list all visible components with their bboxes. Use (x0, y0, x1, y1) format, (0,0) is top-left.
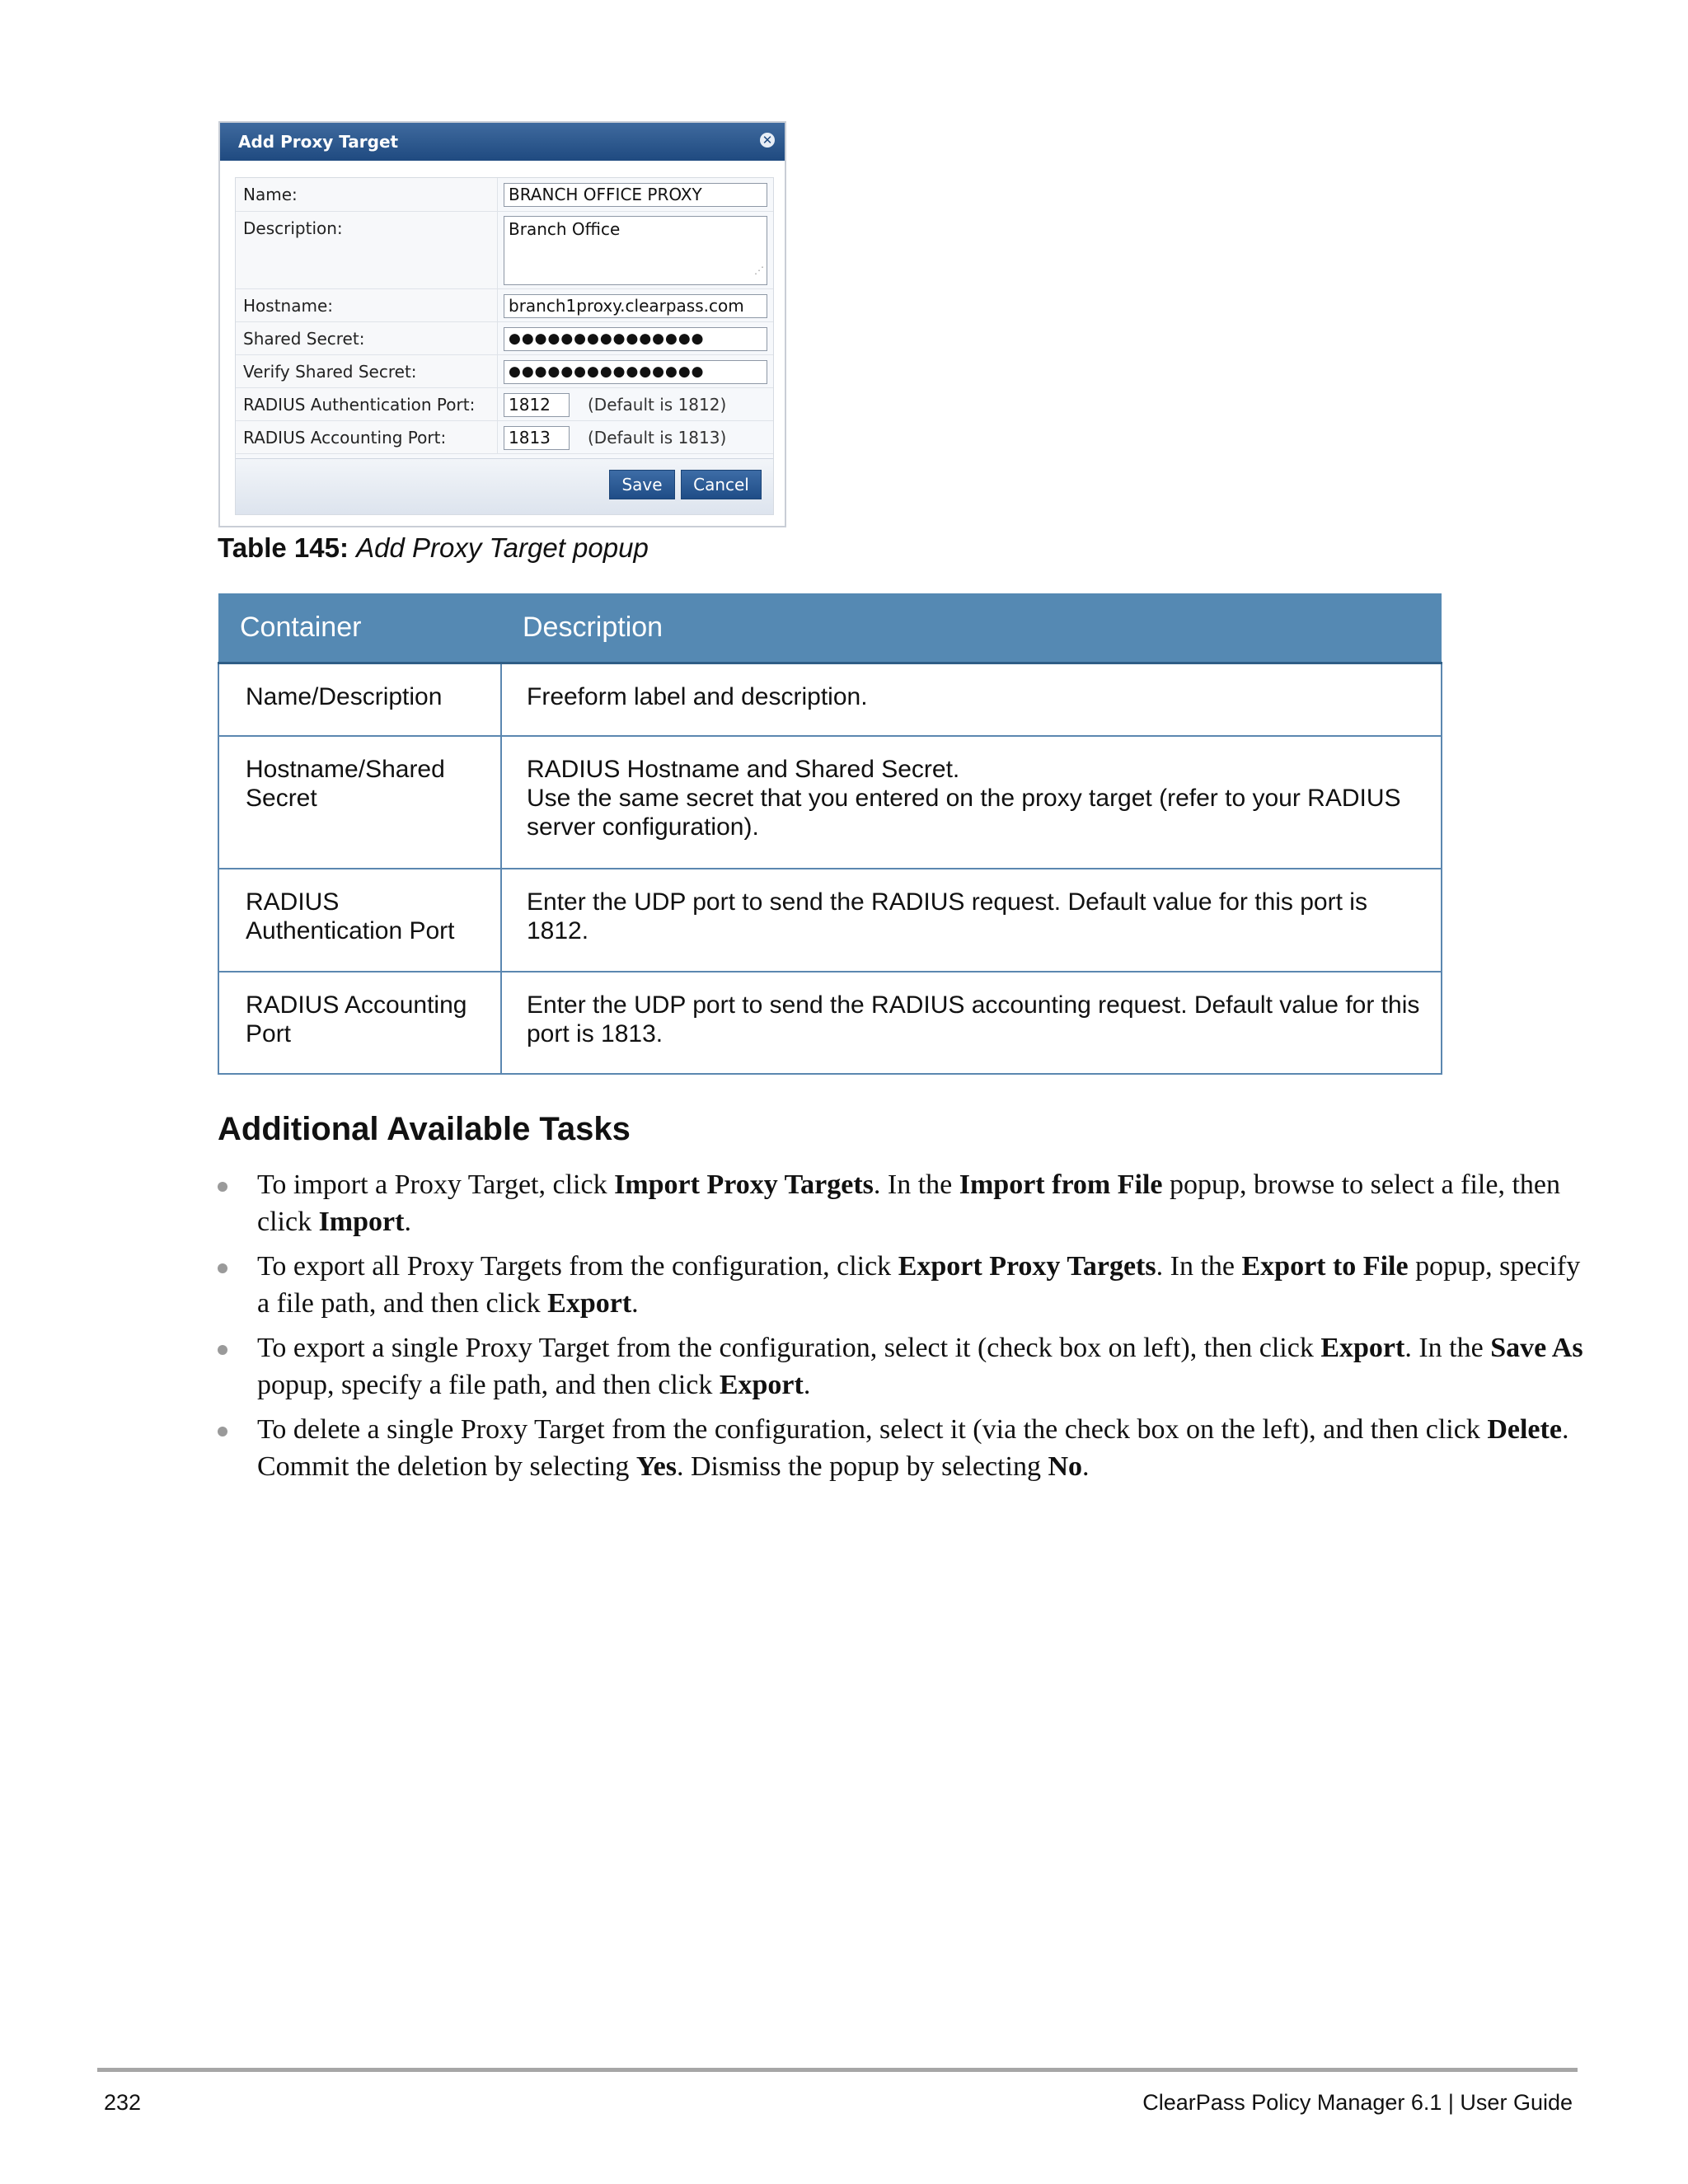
bullet-icon (218, 1263, 227, 1273)
description-field[interactable] (504, 216, 767, 285)
verify-secret-field[interactable]: ●●●●●●●●●●●●●●● (504, 360, 767, 384)
description-value: Branch Office (509, 219, 621, 239)
close-icon[interactable]: ✕ (760, 133, 775, 148)
auth-port-row (236, 388, 773, 421)
list-text: . Dismiss the popup by selecting (676, 1451, 1048, 1482)
description-line: Enter the UDP port to send the RADIUS accounting request. Default value for this port is 1813. (527, 991, 1420, 1047)
bold-term: Export (1320, 1333, 1405, 1363)
hostname-field[interactable]: branch1proxy.clearpass.com (504, 294, 767, 318)
name-label: Name: (236, 178, 498, 211)
list-text: . (803, 1370, 811, 1400)
bold-term: Import Proxy Targets (614, 1169, 874, 1200)
bold-term: No (1048, 1451, 1083, 1482)
cell-description (501, 736, 1442, 869)
shared-secret-label: Shared Secret: (236, 322, 498, 354)
acct-port-label: RADIUS Accounting Port: (236, 421, 498, 453)
resize-grip-icon[interactable]: ⋰ (754, 265, 764, 276)
bullet-icon (218, 1182, 227, 1192)
cell-container: RADIUS Accounting Port (218, 972, 501, 1074)
save-button[interactable]: Save (609, 470, 675, 499)
document-title: ClearPass Policy Manager 6.1 | User Guide (1142, 2090, 1573, 2115)
add-proxy-target-popup (218, 121, 786, 527)
table-row (218, 972, 1442, 1074)
list-item (218, 1248, 1586, 1322)
cell-description (501, 663, 1442, 736)
hostname-label: Hostname: (236, 289, 498, 321)
popup-form (235, 177, 774, 515)
description-row (236, 212, 773, 289)
acct-port-row (236, 421, 773, 454)
page-number: 232 (104, 2090, 142, 2115)
list-text: popup, specify a file path, and then click (257, 1251, 1581, 1319)
bold-term: Yes (635, 1451, 677, 1482)
list-text: To export a single Proxy Target from the configuration, select it (check box on left), then click (257, 1333, 1321, 1363)
shared-secret-field[interactable]: ●●●●●●●●●●●●●●● (504, 327, 767, 351)
caption-title: Add Proxy Target popup (356, 532, 649, 563)
cell-container: Name/Description (218, 663, 501, 736)
popup-button-bar (236, 458, 773, 514)
list-text: . (631, 1288, 639, 1319)
table-row (218, 869, 1442, 972)
list-text: To delete a single Proxy Target from the configuration, select it (via the check box on the left), and then click (257, 1414, 1488, 1445)
section-title: Additional Available Tasks (218, 1111, 631, 1147)
cell-description (501, 869, 1442, 972)
auth-port-field[interactable]: 1812 (504, 393, 570, 417)
list-text: . Commit the deletion by selecting (257, 1414, 1569, 1482)
cell-container: RADIUS Authentication Port (218, 869, 501, 972)
table-header-row (218, 593, 1442, 663)
description-line: Freeform label and description. (527, 682, 868, 710)
footer-divider (97, 2068, 1578, 2072)
cancel-button[interactable]: Cancel (681, 470, 762, 499)
auth-port-default: (Default is 1812) (588, 395, 727, 415)
list-text: To export all Proxy Targets from the configuration, click (257, 1251, 898, 1282)
list-text: . (404, 1207, 411, 1237)
table-row (218, 736, 1442, 869)
caption-number: Table 145: (218, 532, 349, 563)
description-label: Description: (236, 212, 498, 288)
list-text: . In the (873, 1169, 959, 1200)
bullet-icon (218, 1345, 227, 1355)
verify-secret-row (236, 355, 773, 388)
header-container: Container (218, 593, 501, 663)
popup-title: Add Proxy Target (220, 123, 785, 161)
bold-term: Export (719, 1370, 804, 1400)
list-text: popup, browse to select a file, then click (257, 1169, 1560, 1237)
bold-term: Export (547, 1288, 632, 1319)
header-description: Description (501, 593, 1442, 663)
name-row (236, 178, 773, 212)
shared-secret-row (236, 322, 773, 355)
list-text: popup, specify a file path, and then click (257, 1370, 720, 1400)
list-item (218, 1329, 1586, 1404)
cell-description (501, 972, 1442, 1074)
bold-term: Export to File (1241, 1251, 1409, 1282)
description-line: Enter the UDP port to send the RADIUS request. Default value for this port is 1812. (527, 888, 1367, 944)
name-field[interactable]: BRANCH OFFICE PROXY (504, 183, 767, 207)
bullet-icon (218, 1427, 227, 1436)
task-list (218, 1166, 1586, 1493)
hostname-row (236, 289, 773, 322)
bold-term: Export Proxy Targets (898, 1251, 1156, 1282)
acct-port-field[interactable]: 1813 (504, 426, 570, 450)
bold-term: Import from File (959, 1169, 1163, 1200)
acct-port-default: (Default is 1813) (588, 428, 727, 448)
auth-port-label: RADIUS Authentication Port: (236, 388, 498, 420)
list-text: . (1082, 1451, 1090, 1482)
bold-term: Save As (1490, 1333, 1583, 1363)
list-text: To import a Proxy Target, click (257, 1169, 615, 1200)
list-text: . In the (1404, 1333, 1491, 1363)
list-item (218, 1166, 1586, 1240)
table-row (218, 663, 1442, 736)
description-line: Use the same secret that you entered on the proxy target (refer to your RADIUS server configuration). (527, 785, 1401, 841)
container-description-table (218, 593, 1442, 1075)
bold-term: Import (318, 1207, 405, 1237)
table-caption (218, 532, 649, 564)
bold-term: Delete (1487, 1414, 1562, 1445)
list-item (218, 1411, 1586, 1485)
description-line: RADIUS Hostname and Shared Secret. (527, 756, 960, 783)
list-text: . In the (1156, 1251, 1242, 1282)
verify-secret-label: Verify Shared Secret: (236, 355, 498, 387)
cell-container: Hostname/Shared Secret (218, 736, 501, 869)
